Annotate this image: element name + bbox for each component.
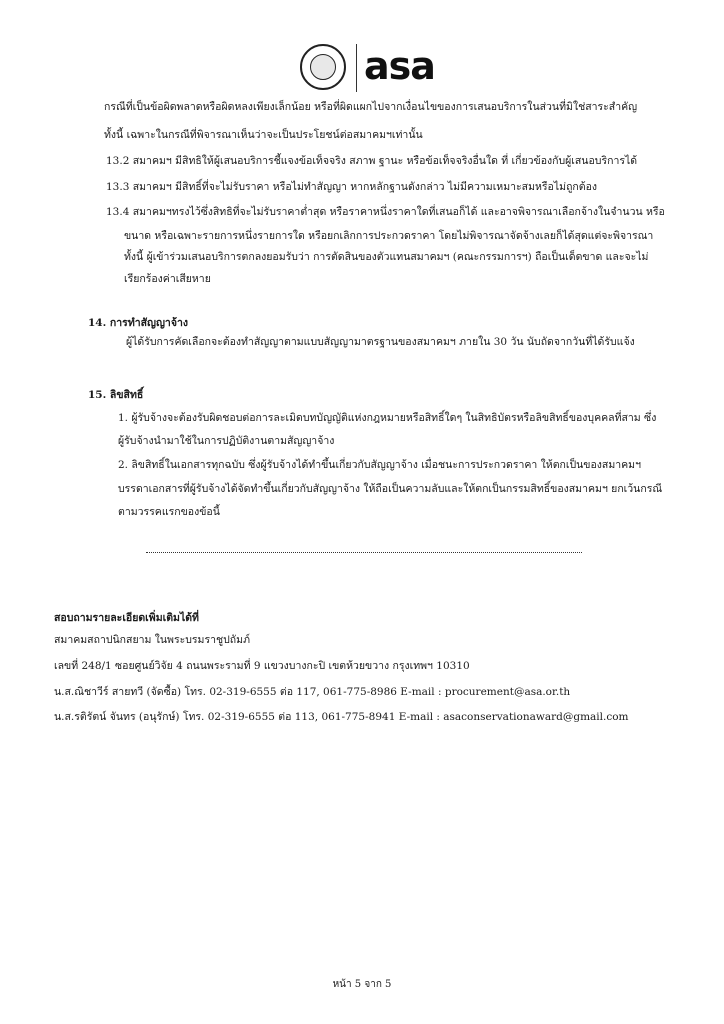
- contact-heading: สอบถามรายละเอียดเพิ่มเติมได้ที่: [54, 612, 199, 624]
- section-14-heading: 14. การทำสัญญาจ้าง: [88, 317, 189, 329]
- section-15-item-1-line-2: ผู้รับจ้างนำมาใช้ในการปฏิบัติงานตามสัญญาจ้าง: [118, 435, 335, 447]
- section-14-text: ผู้ได้รับการคัดเลือกจะต้องทำสัญญาตามแบบสัญญามาตรฐานของสมาคมฯ ภายใน 30 วัน นับถัดจากวันที่ได้รับแจ้ง: [126, 336, 635, 348]
- association-seal-icon: [300, 44, 346, 90]
- item-13-4-line-2: ขนาด หรือเฉพาะรายการหนึ่งรายการใด หรือยกเลิกการประกวดราคา โดยไม่พิจารณาจัดจ้างเลยก็ได้สุดแต่จะพิจารณา: [124, 230, 654, 242]
- item-13-4-line-1: 13.4 สมาคมฯทรงไว้ซึ่งสิทธิที่จะไม่รับราคาต่ำสุด หรือราคาหนึ่งราคาใดที่เสนอก็ได้ และอาจพิจารณาเลือกจ้างในจำนวน หรือ: [106, 206, 665, 218]
- dotted-separator: [146, 552, 582, 553]
- intro-line-1: กรณีที่เป็นข้อผิดพลาดหรือผิดหลงเพียงเล็กน้อย หรือที่ผิดแผกไปจากเงื่อนไขของการเสนอบริการในส่วนที่มิใช่สาระสำคัญ: [104, 101, 638, 113]
- intro-line-2: ทั้งนี้ เฉพาะในกรณีที่พิจารณาเห็นว่าจะเป็นประโยชน์ต่อสมาคมฯเท่านั้น: [104, 129, 423, 141]
- header-logo: [300, 44, 450, 92]
- item-13-4-line-3: ทั้งนี้ ผู้เข้าร่วมเสนอบริการตกลงยอมรับว่า การตัดสินของตัวแทนสมาคมฯ (คณะกรรมการฯ) ถือเป็นเด็ดขาด และจะไม่: [124, 251, 649, 263]
- section-15-heading: 15. ลิขสิทธิ์: [88, 389, 144, 401]
- item-13-2: 13.2 สมาคมฯ มีสิทธิให้ผู้เสนอบริการชี้แจงข้อเท็จจริง สภาพ ฐานะ หรือข้อเท็จจริงอื่นใด ที่ เกี่ยวข้องกับผู้เสนอบริการได้: [106, 155, 638, 167]
- section-15-item-2-line-2: บรรดาเอกสารที่ผู้รับจ้างได้จัดทำขึ้นเกี่ยวกับสัญญาจ้าง ให้ถือเป็นความลับและให้ตกเป็นกรรมสิทธิ์ของสมาคมฯ ยกเว้นกรณี: [118, 483, 663, 495]
- logo-divider: [356, 44, 357, 92]
- contact-person-2: น.ส.รติรัตน์ จันทร (อนุรักษ์) โทร. 02-319-6555 ต่อ 113, 061-775-8941 E-mail : asaconservationaward@gmail.com: [54, 711, 629, 723]
- contact-person-1: น.ส.ณิชาวีร์ สายทวี (จัดซื้อ) โทร. 02-319-6555 ต่อ 117, 061-775-8986 E-mail : procurement@asa.or.th: [54, 686, 571, 698]
- section-15-item-2-line-3: ตามวรรคแรกของข้อนี้: [118, 506, 220, 518]
- item-13-4-line-4: เรียกร้องค่าเสียหาย: [124, 273, 211, 285]
- item-13-3: 13.3 สมาคมฯ มีสิทธิ์ที่จะไม่รับราคา หรือไม่ทำสัญญา หากหลักฐานดังกล่าว ไม่มีความเหมาะสมหรือไม่ถูกต้อง: [106, 181, 598, 193]
- contact-org: สมาคมสถาปนิกสยาม ในพระบรมราชูปถัมภ์: [54, 634, 251, 646]
- contact-address: เลขที่ 248/1 ซอยศูนย์วิจัย 4 ถนนพระรามที่ 9 แขวงบางกะปิ เขตห้วยขวาง กรุงเทพฯ 10310: [54, 660, 470, 672]
- page-number: หน้า 5 จาก 5: [332, 979, 392, 990]
- seal-emblem: [310, 54, 336, 80]
- section-15-item-1-line-1: 1. ผู้รับจ้างจะต้องรับผิดชอบต่อการละเมิดบทบัญญัติแห่งกฎหมายหรือสิทธิ์ใดๆ ในสิทธิบัตรหรือลิขสิทธิ์ของบุคคลที่สาม ซึ่ง: [118, 412, 657, 424]
- section-15-item-2-line-1: 2. ลิขสิทธิ์ในเอกสารทุกฉบับ ซึ่งผู้รับจ้างได้ทำขึ้นเกี่ยวกับสัญญาจ้าง เมื่อชนะการประกวดราคา ให้ตกเป็นของสมาคมฯ: [118, 459, 641, 471]
- brand-wordmark: asa: [364, 44, 435, 88]
